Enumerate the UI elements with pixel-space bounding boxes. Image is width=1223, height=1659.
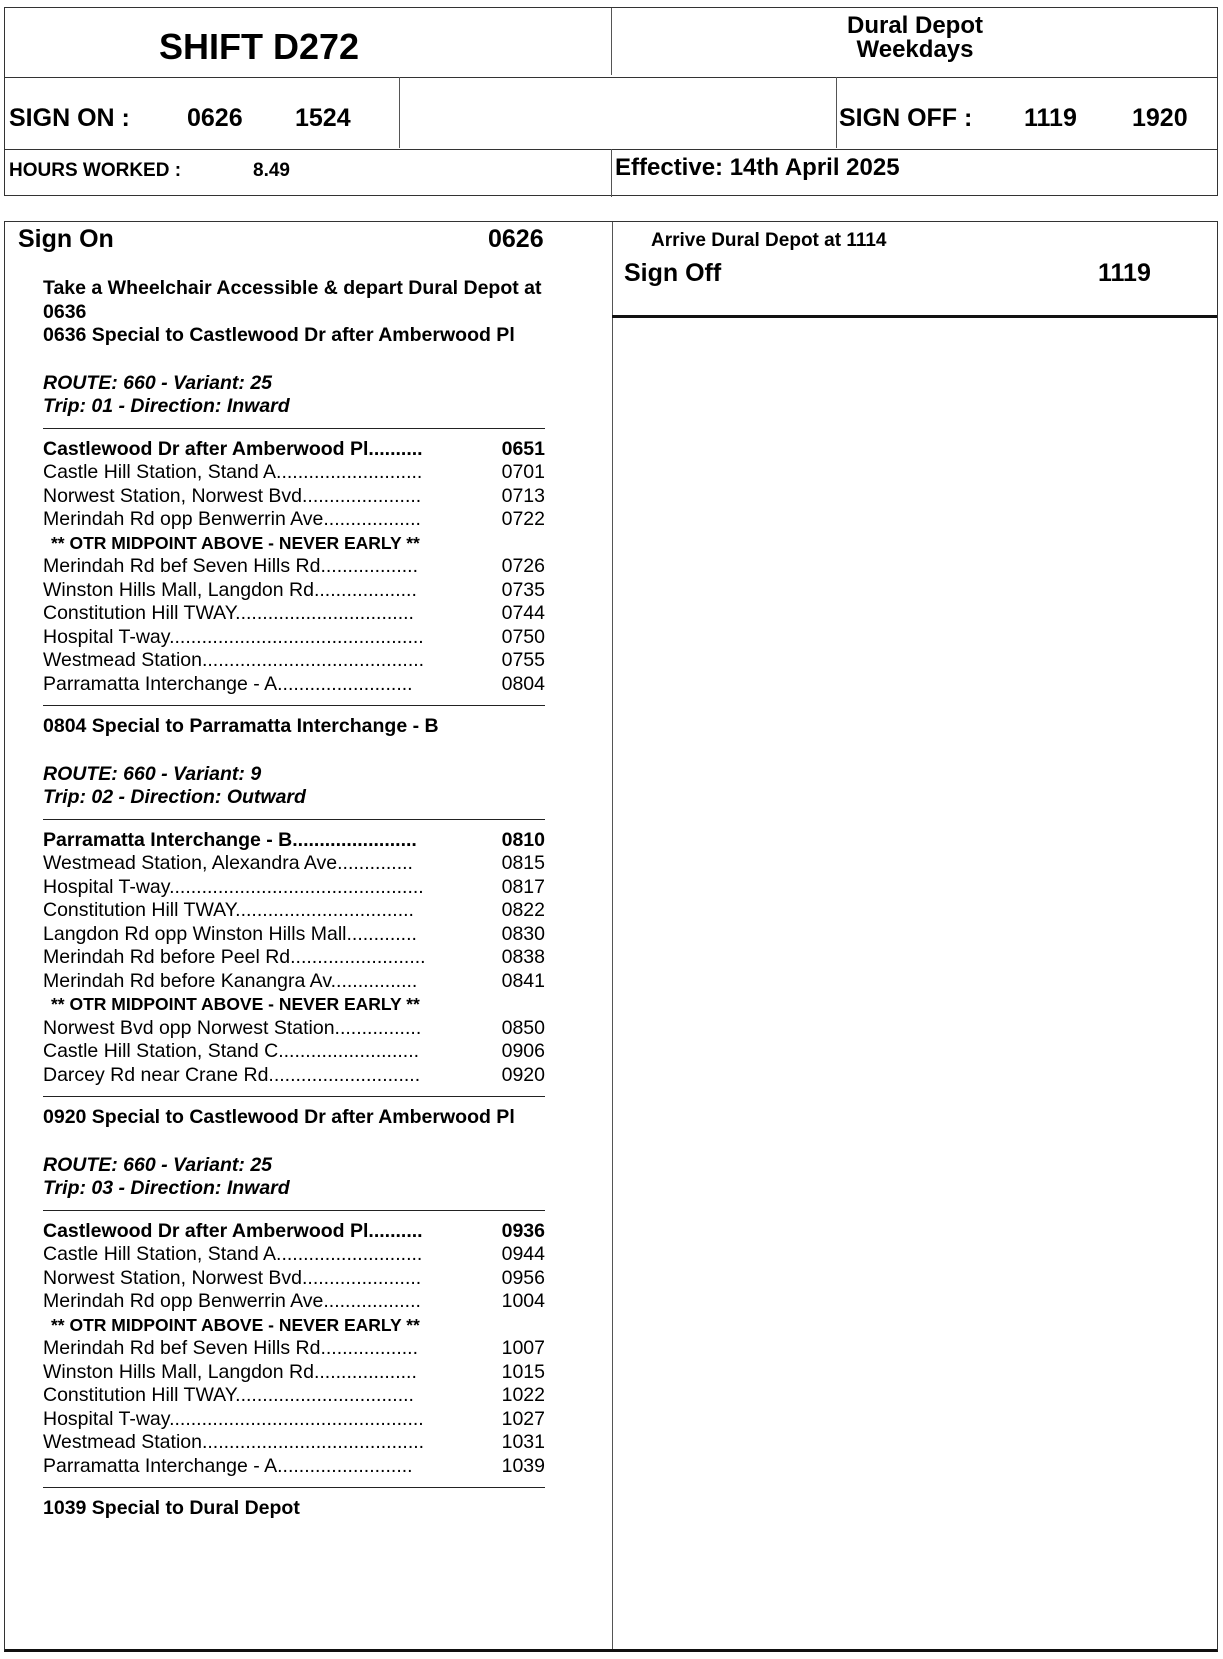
header-divider [611,149,612,197]
timetable-row: Hospital T-way............................................... 0817 [43,875,545,898]
timetable-row: Castle Hill Station, Stand A........................... 0944 [43,1243,545,1265]
shift-body [4,221,1218,1652]
depart-instruction: Take a Wheelchair Accessible & depart Dural Depot at [43,277,542,299]
timetable-row: Merindah Rd bef Seven Hills Rd.................. 1007 [43,1337,545,1359]
route-info: ROUTE: 660 - Variant: 25 [43,1153,273,1176]
timetable-row: Winston Hills Mall, Langdon Rd................... 1015 [43,1360,545,1383]
section-rule [43,819,545,820]
section-rule [43,1487,545,1488]
timetable-row: Parramatta Interchange - A......................... 1039 [43,1454,545,1477]
timetable-row: Merindah Rd opp Benwerrin Ave.................. 1004 [43,1290,545,1312]
timetable-row: Constitution Hill TWAY................................. 0744 [43,602,545,624]
sign-off-heading-time: 1119 [1098,259,1151,287]
special-run: 1039 Special to Dural Depot [43,1497,300,1519]
trip-block [43,372,553,763]
section-rule [43,1096,545,1097]
effective-date: Effective: 14th April 2025 [615,154,900,181]
timetable-row: Langdon Rd opp Winston Hills Mall............. 0830 [43,922,545,945]
sign-on-heading: Sign On [18,225,114,253]
trip-info: Trip: 02 - Direction: Outward [43,786,306,808]
hours-worked-value: 8.49 [253,160,290,181]
timetable-row: Merindah Rd opp Benwerrin Ave.................. 0722 [43,508,545,530]
trip-block [43,763,553,1154]
depart-time: 0636 [43,300,87,323]
special-run: 0636 Special to Castlewood Dr after Amberwood Pl [43,324,515,346]
sign-on-heading-time: 0626 [488,225,544,253]
timetable-row: Norwest Station, Norwest Bvd...................... 0713 [43,484,545,507]
timetable-row: Westmead Station......................................... 1031 [43,1431,545,1453]
special-run: 0920 Special to Castlewood Dr after Amberwood Pl [43,1106,515,1128]
shift-title: SHIFT D272 [158,26,360,67]
sign-on-time-2: 1524 [295,104,351,132]
timetable-row: Westmead Station, Alexandra Ave.............. 0815 [43,852,545,874]
timetable-row: Constitution Hill TWAY................................. 0822 [43,899,545,921]
sign-off-label: SIGN OFF : [839,104,973,132]
depot-info [613,14,1217,62]
sign-on-label: SIGN ON : [9,104,130,132]
section-rule [43,1210,545,1211]
shift-header [4,7,1218,196]
timetable-row: Darcey Rd near Crane Rd............................ 0920 [43,1063,545,1086]
timetable-row: Castlewood Dr after Amberwood Pl.......... 0651 [43,437,545,460]
sign-on-time-1: 0626 [187,104,243,132]
sign-off-heading: Sign Off [624,259,722,287]
timetable-row: Parramatta Interchange - B....................... 0810 [43,828,545,851]
section-rule [43,428,545,429]
arrive-depot-note: Arrive Dural Depot at 1114 [651,230,887,251]
timetable-row: Merindah Rd before Peel Rd......................... 0838 [43,946,545,968]
timetable-row: Castle Hill Station, Stand A........................... 0701 [43,461,545,483]
route-info: ROUTE: 660 - Variant: 25 [43,371,273,394]
sign-on-divider [399,77,400,148]
otr-midpoint-note: ** OTR MIDPOINT ABOVE - NEVER EARLY ** [51,532,420,553]
timetable-row: Merindah Rd before Kanangra Av................ 0841 [43,969,545,992]
route-info: ROUTE: 660 - Variant: 9 [43,762,262,785]
timetable-row: Merindah Rd bef Seven Hills Rd.................. 0726 [43,555,545,577]
timetable-row: Castle Hill Station, Stand C.......................... 0906 [43,1040,545,1062]
timetable-row: Parramatta Interchange - A......................... 0804 [43,672,545,695]
day-type: Weekdays [856,36,974,63]
column-divider [612,222,613,1649]
otr-midpoint-note: ** OTR MIDPOINT ABOVE - NEVER EARLY ** [51,994,420,1014]
timetable-row: Constitution Hill TWAY................................. 1022 [43,1384,545,1406]
sign-off-divider [836,77,837,148]
special-run: 0804 Special to Parramatta Interchange - B [43,715,439,737]
timetable-row: Hospital T-way............................................... 0750 [43,625,545,648]
hours-worked-label: HOURS WORKED : [9,160,182,181]
sign-off-time-1: 1119 [1024,104,1077,132]
trip-info: Trip: 01 - Direction: Inward [43,395,290,417]
header-divider [611,8,612,75]
otr-midpoint-note: ** OTR MIDPOINT ABOVE - NEVER EARLY ** [51,1314,420,1335]
section-rule [43,705,545,706]
timetable-row: Winston Hills Mall, Langdon Rd................... 0735 [43,578,545,601]
sign-off-rule [612,315,1217,318]
timetable-row: Westmead Station......................................... 0755 [43,649,545,671]
timetable-row: Norwest Station, Norwest Bvd...................... 0956 [43,1266,545,1289]
timetable-row: Castlewood Dr after Amberwood Pl.......... 0936 [43,1219,545,1242]
duty-details [43,277,553,1521]
timetable-row: Hospital T-way............................................... 1027 [43,1407,545,1430]
timetable-row: Norwest Bvd opp Norwest Station................ 0850 [43,1016,545,1039]
trip-block [43,1154,553,1521]
sign-off-time-2: 1920 [1132,104,1188,132]
header-row-divider [5,77,1217,78]
depot-name: Dural Depot [846,12,983,39]
trip-info: Trip: 03 - Direction: Inward [43,1177,290,1199]
